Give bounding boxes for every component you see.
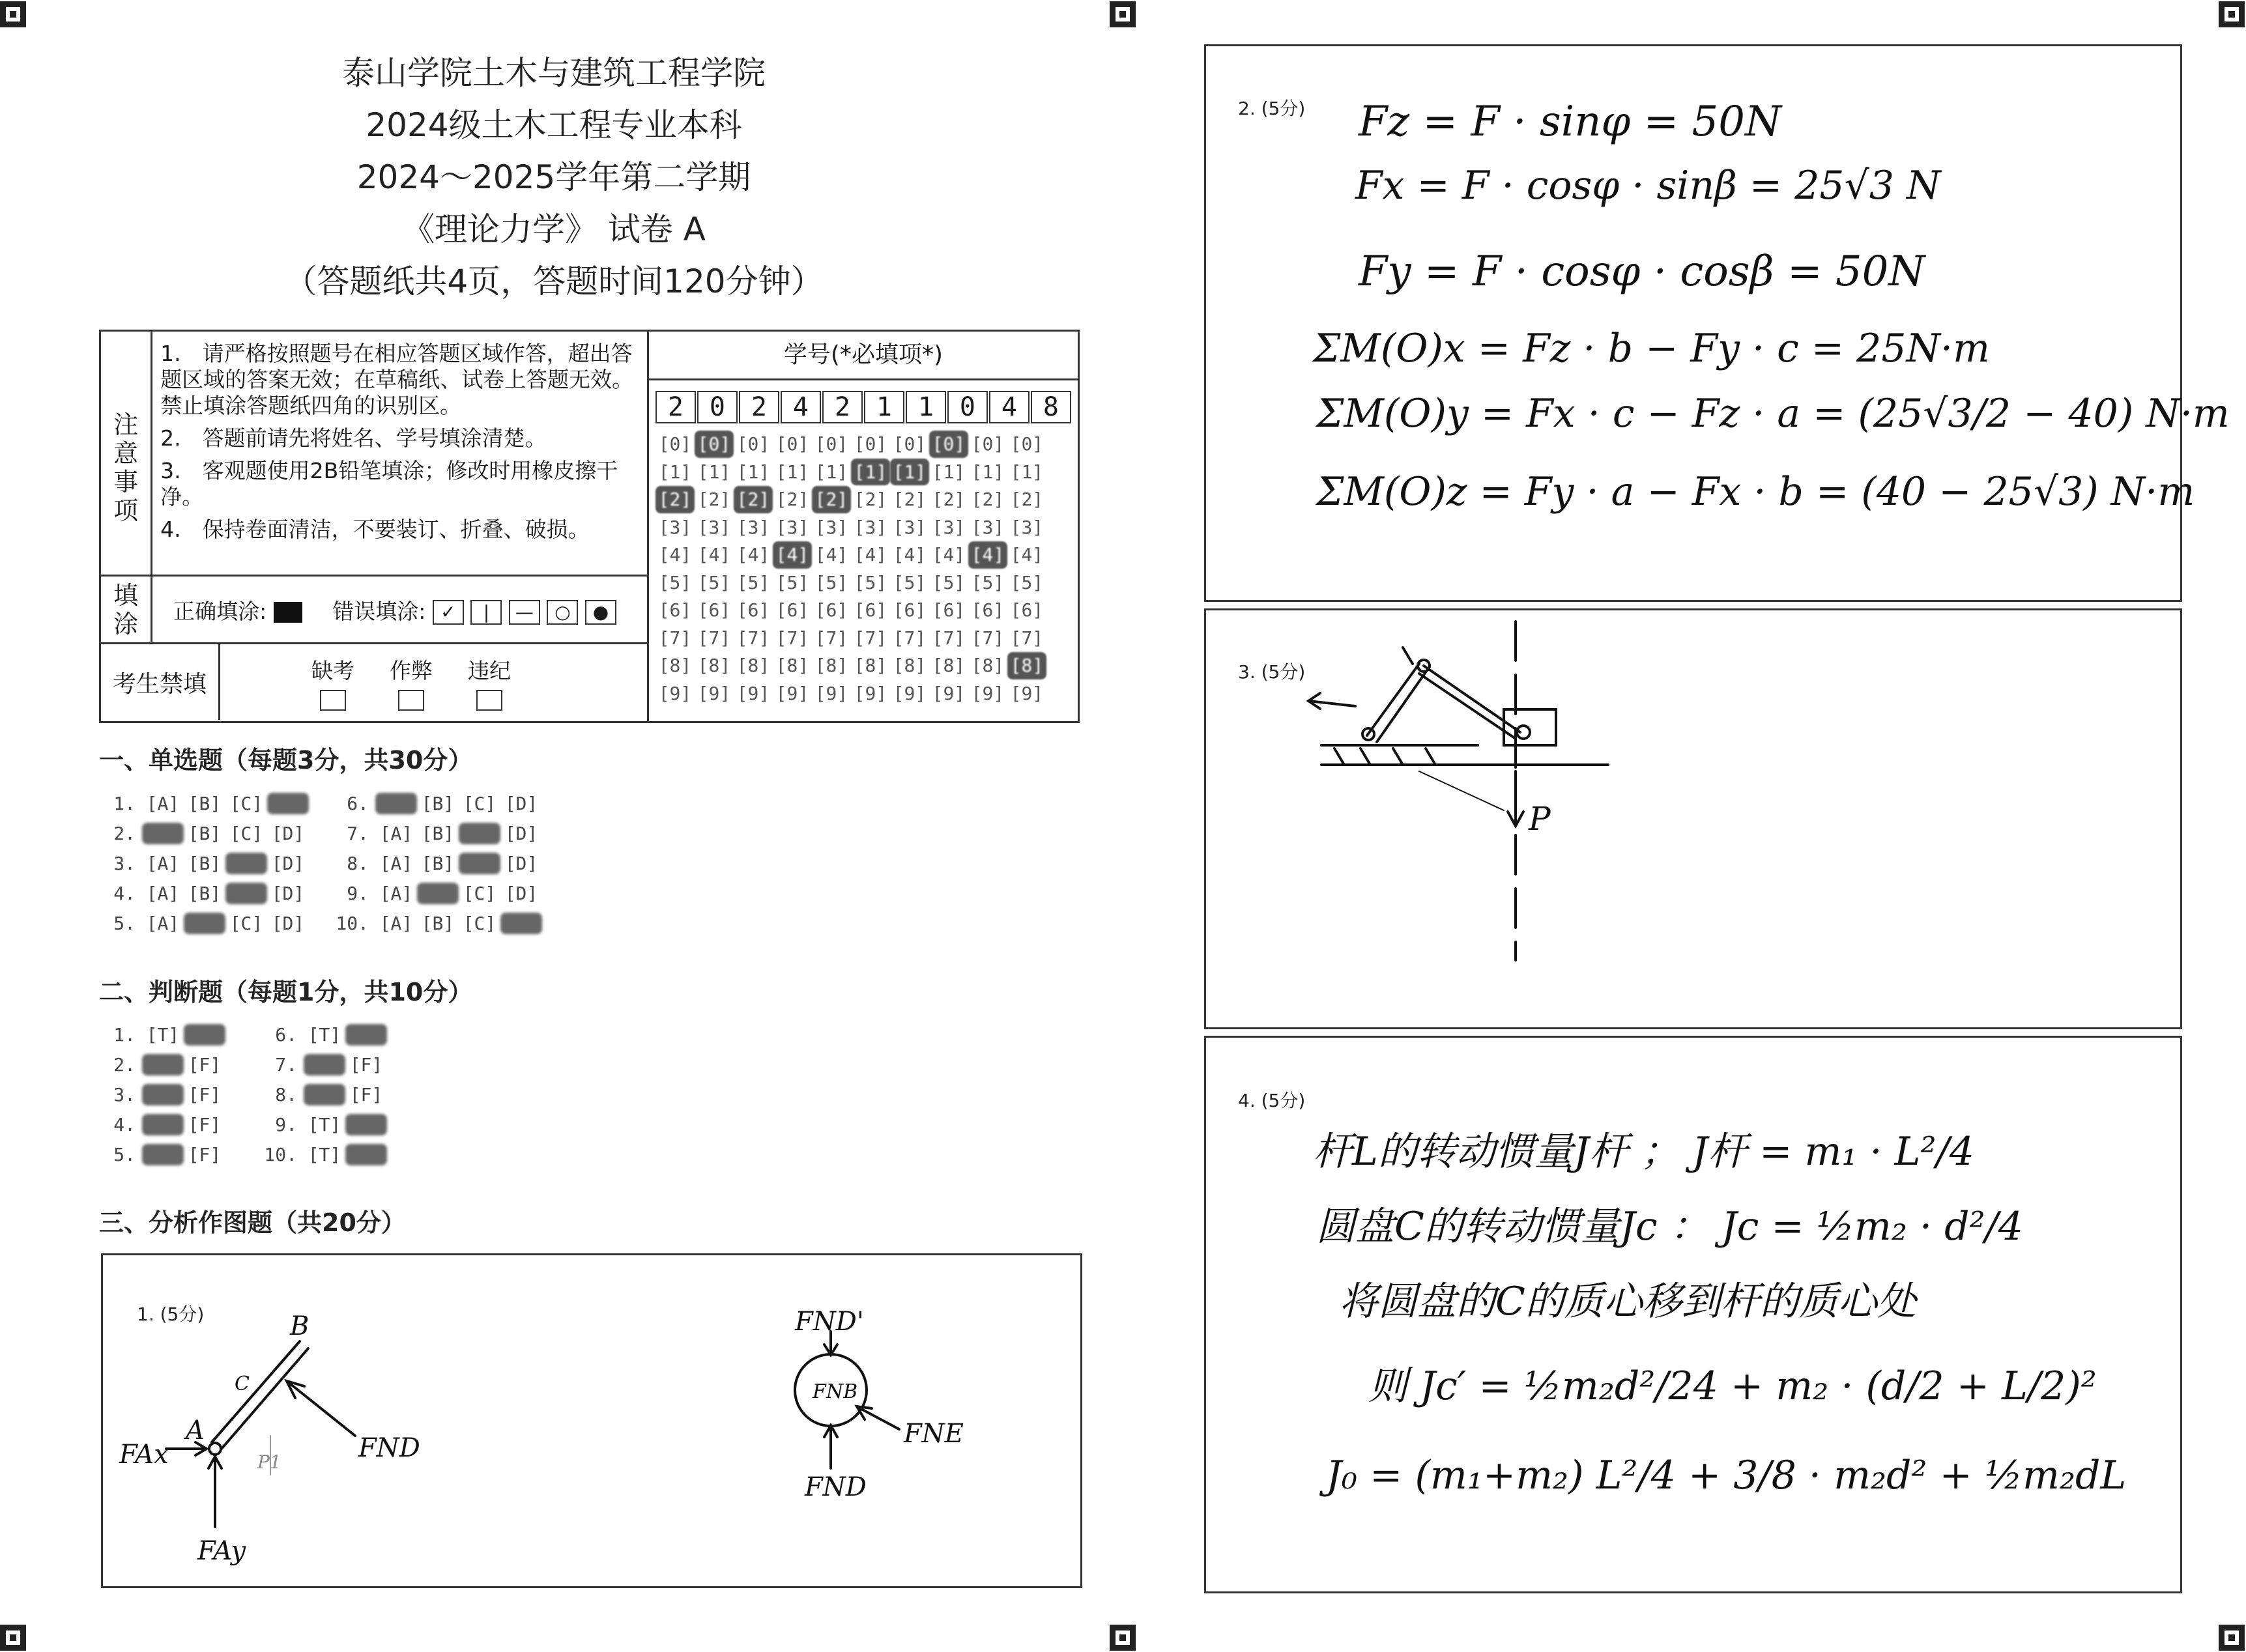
answer-bubble[interactable]: [D] <box>271 913 305 934</box>
id-bubble[interactable]: [1] <box>775 461 809 483</box>
answer-bubble[interactable]: [F] <box>188 1054 222 1075</box>
notice-item: 2. 答题前请先将姓名、学号填涂清楚。 <box>160 425 547 451</box>
answer-bubble[interactable]: [D] <box>504 883 538 904</box>
id-bubble[interactable]: [8] <box>736 655 770 676</box>
id-bubble[interactable]: [0] <box>1010 433 1044 455</box>
id-bubble[interactable]: [8] <box>932 655 966 676</box>
question-number: 2. <box>113 1054 136 1075</box>
id-bubble[interactable]: [5] <box>814 571 848 593</box>
notice-item: 1. 请严格按照题号在相应答题区域作答，超出答题区域的答案无效；在草稿纸、试卷上答题无效。禁止填涂答题纸四角的识别区。 <box>160 341 634 418</box>
answer-bubble[interactable]: [C] <box>225 853 267 874</box>
id-bubble[interactable]: [6] <box>893 599 927 621</box>
answer-bubble[interactable]: [T] <box>304 1084 345 1105</box>
question-number: 5. <box>113 1144 136 1165</box>
answer-bubble[interactable]: [F] <box>345 1114 387 1135</box>
question-row <box>99 913 309 934</box>
label-FNE: FNE <box>904 1419 964 1449</box>
id-bubble[interactable]: [5] <box>736 571 770 593</box>
question-row <box>99 1024 225 1046</box>
id-bubble[interactable]: [2] <box>1010 489 1044 510</box>
q3-mechanism-sketch <box>1204 608 2178 1025</box>
id-bubble[interactable]: [0] <box>854 433 887 455</box>
forbidden-checkbox[interactable] <box>320 690 346 711</box>
id-bubble[interactable]: [2] <box>697 489 731 510</box>
answer-bubble[interactable]: [D] <box>271 853 305 874</box>
student-id-bubble-grid <box>649 427 1078 707</box>
answer-bubble[interactable]: [B] <box>188 823 222 844</box>
circle-icon: ○ <box>547 600 578 625</box>
q4-line-5: J₀ = (m₁+m₂) L²/4 + 3/8 · m₂d² + ½m₂dL <box>1326 1453 2127 1498</box>
answer-bubble[interactable]: [B] <box>188 793 222 814</box>
forbidden-checkbox[interactable] <box>476 690 502 711</box>
student-id-digit[interactable]: 2 <box>655 391 696 423</box>
q2-line-3: Fy = F · cosφ · cosβ = 50N <box>1359 248 1925 296</box>
answer-bubble[interactable]: [D] <box>271 883 305 904</box>
answer-bubble[interactable]: [C] <box>229 793 263 814</box>
question-number: 8. <box>347 853 369 874</box>
answer-bubble[interactable]: [A] <box>379 883 413 904</box>
id-bubble[interactable]: [5] <box>658 571 692 593</box>
id-bubble[interactable]: [9] <box>893 682 927 704</box>
id-bubble[interactable]: [4] <box>968 541 1007 569</box>
id-bubble[interactable]: [3] <box>697 516 731 538</box>
forbidden-label: 考生禁填 <box>101 644 220 720</box>
id-bubble[interactable]: [3] <box>971 516 1005 538</box>
id-bubble[interactable]: [6] <box>775 599 809 621</box>
question-row <box>332 823 542 844</box>
question-number: 7. <box>347 823 369 844</box>
id-bubble[interactable]: [6] <box>854 599 887 621</box>
id-bubble[interactable]: [3] <box>932 516 966 538</box>
q4-line-4: 则 Jc′ = ½m₂d²/24 + m₂ · (d/2 + L/2)² <box>1368 1363 2097 1409</box>
label-B: B <box>290 1311 310 1341</box>
bubble-row <box>655 624 1078 652</box>
answer-bubble[interactable]: [B] <box>188 853 222 874</box>
id-bubble[interactable]: [4] <box>658 544 692 565</box>
answer-bubble[interactable]: [A] <box>146 853 180 874</box>
q4-line-3: 将圆盘的C的质心移到杆的质心处 <box>1339 1279 1916 1324</box>
id-bubble[interactable]: [9] <box>697 682 731 704</box>
answer-bubble[interactable]: [B] <box>421 793 455 814</box>
answer-bubble[interactable]: [T] <box>308 1144 341 1165</box>
id-bubble[interactable]: [6] <box>736 599 770 621</box>
answer-bubble[interactable]: [C] <box>225 883 267 904</box>
answer-bubble[interactable]: [F] <box>349 1054 383 1075</box>
question-row <box>261 1024 387 1046</box>
id-bubble[interactable]: [0] <box>814 433 848 455</box>
student-id-digit[interactable]: 2 <box>822 391 863 423</box>
question-number: 2. <box>113 823 136 844</box>
id-bubble[interactable]: [2] <box>971 489 1005 510</box>
question-row <box>332 883 542 904</box>
question-number: 5. <box>113 913 136 934</box>
id-bubble[interactable]: [1] <box>932 461 966 483</box>
answer-bubble[interactable]: [A] <box>142 823 184 844</box>
notice-item: 3. 客观题使用2B铅笔填涂；修改时用橡皮擦干净。 <box>160 458 618 509</box>
registration-mark-top-right <box>2219 1 2245 27</box>
answer-bubble[interactable]: [C] <box>459 823 500 844</box>
forbidden-option-violation: 违纪 <box>468 654 511 711</box>
answer-bubble[interactable]: [T] <box>142 1114 184 1135</box>
id-bubble[interactable]: [7] <box>697 627 731 649</box>
question-number: 7. <box>275 1054 297 1075</box>
student-id-digit[interactable]: 4 <box>989 391 1029 423</box>
question-number: 6. <box>275 1024 297 1046</box>
label-P1: P1 <box>257 1451 281 1473</box>
school-title: 泰山学院土木与建筑工程学院 <box>342 54 766 92</box>
exam-title: 《理论力学》 试卷 A <box>402 210 706 248</box>
student-id-digit[interactable]: 4 <box>781 391 821 423</box>
student-id-digit[interactable]: 2 <box>739 391 779 423</box>
question-row <box>261 1084 387 1105</box>
id-bubble[interactable]: [1] <box>814 461 848 483</box>
answer-bubble[interactable]: [D] <box>500 913 542 934</box>
answer-bubble[interactable]: [T] <box>308 1024 341 1046</box>
answer-bubble[interactable]: [D] <box>504 853 538 874</box>
q4-label: 4. (5分) <box>1238 1090 1306 1111</box>
id-bubble[interactable]: [3] <box>775 516 809 538</box>
term-title: 2024～2025学年第二学期 <box>356 158 751 196</box>
question-row <box>261 1054 387 1075</box>
id-bubble[interactable]: [1] <box>697 461 731 483</box>
correct-fill-label: 正确填涂: <box>173 598 267 624</box>
id-bubble[interactable]: [0] <box>695 431 734 458</box>
grade-title: 2024级土木工程专业本科 <box>366 106 742 144</box>
id-bubble[interactable]: [4] <box>814 544 848 565</box>
answer-bubble[interactable]: [C] <box>463 793 497 814</box>
id-bubble[interactable]: [0] <box>736 433 770 455</box>
answer-bubble[interactable]: [T] <box>142 1054 184 1075</box>
id-bubble[interactable]: [6] <box>697 599 731 621</box>
filled-circle-icon: ● <box>585 600 616 625</box>
question-row <box>332 853 542 874</box>
id-bubble[interactable]: [9] <box>932 682 966 704</box>
id-bubble[interactable]: [8] <box>697 655 731 676</box>
id-bubble[interactable]: [1] <box>658 461 692 483</box>
registration-mark-bottom-left <box>0 1625 26 1651</box>
id-bubble[interactable]: [9] <box>1010 682 1044 704</box>
q2-line-5: ΣM(O)y = Fx · c − Fz · a = (25√3/2 − 40) N·m <box>1316 391 2230 436</box>
id-bubble[interactable]: [4] <box>893 544 927 565</box>
bubble-row <box>655 430 1078 458</box>
question-number: 4. <box>113 883 136 904</box>
label-FND-prime: FND' <box>795 1307 864 1337</box>
notice-cell <box>152 331 648 576</box>
bubble-row <box>655 485 1078 513</box>
forbidden-option-absent: 缺考 <box>311 654 354 711</box>
id-bubble[interactable]: [6] <box>1010 599 1044 621</box>
question-number: 1. <box>113 1024 136 1046</box>
id-bubble[interactable]: [5] <box>854 571 887 593</box>
answer-bubble[interactable]: [D] <box>271 823 305 844</box>
answer-bubble[interactable]: [D] <box>504 823 538 844</box>
q1-free-body-diagram <box>101 1253 1078 1584</box>
id-bubble[interactable]: [5] <box>932 571 966 593</box>
answer-bubble[interactable]: [T] <box>304 1054 345 1075</box>
id-bubble[interactable]: [4] <box>932 544 966 565</box>
id-bubble[interactable]: [2] <box>932 489 966 510</box>
id-bubble[interactable]: [3] <box>854 516 887 538</box>
id-bubble[interactable]: [2] <box>734 486 773 513</box>
id-bubble[interactable]: [7] <box>971 627 1005 649</box>
id-bubble[interactable]: [5] <box>1010 571 1044 593</box>
info-table <box>99 330 1080 723</box>
notice-item: 4. 保持卷面清洁，不要装订、折叠、破损。 <box>160 517 590 542</box>
student-id-digit[interactable]: 1 <box>906 391 946 423</box>
answer-bubble[interactable]: [D] <box>267 793 309 814</box>
id-bubble[interactable]: [6] <box>814 599 848 621</box>
id-bubble[interactable]: [0] <box>893 433 927 455</box>
bubble-row <box>655 513 1078 541</box>
question-number: 9. <box>275 1114 297 1135</box>
id-bubble[interactable]: [5] <box>893 571 927 593</box>
q3-label: 3. (5分) <box>1238 661 1306 683</box>
registration-mark-top-middle <box>1110 1 1136 27</box>
answer-bubble[interactable]: [B] <box>421 823 455 844</box>
id-bubble[interactable]: [7] <box>1010 627 1044 649</box>
registration-mark-top-left <box>0 1 26 27</box>
id-bubble[interactable]: [0] <box>775 433 809 455</box>
q1-label: 1. (5分) <box>137 1303 205 1325</box>
id-bubble[interactable]: [6] <box>971 599 1005 621</box>
fill-example-cell <box>152 575 648 644</box>
answer-bubble[interactable]: [B] <box>421 853 455 874</box>
question-row <box>261 1114 387 1135</box>
notice-label: 注意事项 <box>113 410 139 525</box>
bubble-row <box>655 541 1078 569</box>
answer-bubble[interactable]: [F] <box>184 1024 225 1046</box>
answer-bubble[interactable]: [B] <box>417 883 459 904</box>
id-bubble[interactable]: [3] <box>1010 516 1044 538</box>
answer-bubble[interactable]: [F] <box>188 1144 222 1165</box>
id-bubble[interactable]: [7] <box>736 627 770 649</box>
id-bubble[interactable]: [2] <box>775 489 809 510</box>
forbidden-checkbox[interactable] <box>398 690 424 711</box>
id-bubble[interactable]: [8] <box>814 655 848 676</box>
forbidden-option-cheating: 作弊 <box>390 654 433 711</box>
id-bubble[interactable]: [8] <box>775 655 809 676</box>
bubble-row <box>655 651 1078 679</box>
question-row <box>99 1144 225 1165</box>
bubble-row <box>655 596 1078 624</box>
id-bubble[interactable]: [4] <box>1010 544 1044 565</box>
q2-line-6: ΣM(O)z = Fy · a − Fx · b = (40 − 25√3) N·m <box>1316 469 2195 515</box>
answer-bubble[interactable]: [T] <box>142 1084 184 1105</box>
question-row <box>332 793 542 814</box>
id-bubble[interactable]: [8] <box>893 655 927 676</box>
answer-bubble[interactable]: [C] <box>463 883 497 904</box>
student-id-digit[interactable]: 0 <box>947 391 988 423</box>
answer-bubble[interactable]: [F] <box>345 1144 387 1165</box>
label-C: C <box>235 1373 250 1395</box>
id-bubble[interactable]: [5] <box>697 571 731 593</box>
id-bubble[interactable]: [4] <box>697 544 731 565</box>
id-bubble[interactable]: [7] <box>814 627 848 649</box>
correct-fill-sample <box>274 602 302 623</box>
label-FND-bottom: FND <box>805 1472 867 1502</box>
forbidden-cell <box>100 644 648 722</box>
answer-bubble[interactable]: [A] <box>146 883 180 904</box>
id-bubble[interactable]: [1] <box>851 459 890 486</box>
answer-bubble[interactable]: [F] <box>188 1084 222 1105</box>
id-bubble[interactable]: [7] <box>775 627 809 649</box>
answer-bubble[interactable]: [T] <box>146 1024 180 1046</box>
answer-bubble[interactable]: [D] <box>504 793 538 814</box>
question-row <box>99 1114 225 1135</box>
id-bubble[interactable]: [7] <box>854 627 887 649</box>
answer-bubble[interactable]: [C] <box>229 823 263 844</box>
label-A: A <box>186 1416 205 1445</box>
answer-bubble[interactable]: [B] <box>421 913 455 934</box>
id-bubble[interactable]: [4] <box>854 544 887 565</box>
id-bubble[interactable]: [9] <box>658 682 692 704</box>
horizontal-line-icon: — <box>509 600 540 625</box>
id-bubble[interactable]: [8] <box>1007 652 1046 679</box>
true-false-title: 二、判断题（每题1分，共10分） <box>99 978 473 1006</box>
id-bubble[interactable]: [5] <box>971 571 1005 593</box>
q2-line-2: Fx = F · cosφ · sinβ = 25√3 N <box>1355 163 1941 208</box>
answer-bubble[interactable]: [A] <box>379 913 413 934</box>
exam-note: （答题纸共4页，答题时间120分钟） <box>284 263 824 300</box>
id-bubble[interactable]: [2] <box>655 486 695 513</box>
answer-bubble[interactable]: [F] <box>349 1084 383 1105</box>
answer-bubble[interactable]: [A] <box>375 793 417 814</box>
question-number: 3. <box>113 853 136 874</box>
fill-label-cell <box>100 575 152 644</box>
id-bubble[interactable]: [7] <box>893 627 927 649</box>
bubble-row <box>655 679 1078 707</box>
question-row <box>332 913 542 934</box>
question-number: 3. <box>113 1084 136 1105</box>
notice-label-cell <box>100 331 152 576</box>
id-bubble[interactable]: [0] <box>929 431 968 458</box>
answer-bubble[interactable]: [F] <box>345 1024 387 1046</box>
fill-label: 填涂 <box>113 580 139 638</box>
q2-line-1: Fz = F · sinφ = 50N <box>1359 98 1781 146</box>
id-bubble[interactable]: [1] <box>1010 461 1044 483</box>
answer-bubble[interactable]: [A] <box>146 913 180 934</box>
question-row <box>99 1054 225 1075</box>
q2-line-4: ΣM(O)x = Fz · b − Fy · c = 25N·m <box>1313 326 1990 371</box>
id-bubble[interactable]: [9] <box>971 682 1005 704</box>
bubble-row <box>655 458 1078 486</box>
answer-bubble[interactable]: [F] <box>188 1114 222 1135</box>
answer-bubble[interactable]: [C] <box>463 913 497 934</box>
id-bubble[interactable]: [3] <box>814 516 848 538</box>
id-bubble[interactable]: [3] <box>658 516 692 538</box>
question-row <box>99 883 309 904</box>
question-row <box>99 1084 225 1105</box>
question-row <box>99 823 309 844</box>
id-bubble[interactable]: [0] <box>658 433 692 455</box>
student-id-digits <box>649 380 1078 427</box>
check-mark-icon: ✓ <box>433 600 464 625</box>
answer-bubble[interactable]: [T] <box>142 1144 184 1165</box>
id-bubble[interactable]: [9] <box>814 682 848 704</box>
question-number: 10. <box>264 1144 297 1165</box>
q4-line-2: 圆盘C的转动惯量Jc ： Jc = ½m₂ · d²/4 <box>1316 1204 2023 1249</box>
id-bubble[interactable]: [9] <box>775 682 809 704</box>
id-bubble[interactable]: [7] <box>658 627 692 649</box>
student-id-digit[interactable]: 0 <box>697 391 738 423</box>
bubble-row <box>655 569 1078 597</box>
question-number: 10. <box>336 913 369 934</box>
id-bubble[interactable]: [4] <box>773 541 812 569</box>
id-bubble[interactable]: [3] <box>893 516 927 538</box>
label-FNB: FNB <box>813 1380 858 1403</box>
id-bubble[interactable]: [6] <box>658 599 692 621</box>
id-bubble[interactable]: [8] <box>971 655 1005 676</box>
id-bubble[interactable]: [7] <box>932 627 966 649</box>
wrong-fill-label: 错误填涂: <box>332 598 426 624</box>
q2-label: 2. (5分) <box>1238 98 1306 119</box>
id-bubble[interactable]: [5] <box>775 571 809 593</box>
student-id-label: 学号(*必填项*) <box>649 332 1078 380</box>
answer-bubble[interactable]: [A] <box>379 853 413 874</box>
answer-bubble[interactable]: [C] <box>229 913 263 934</box>
question-number: 6. <box>347 793 369 814</box>
id-bubble[interactable]: [9] <box>736 682 770 704</box>
question-row <box>99 793 309 814</box>
label-FND: FND <box>358 1433 420 1463</box>
analysis-title: 三、分析作图题（共20分） <box>99 1208 406 1237</box>
answer-bubble[interactable]: [T] <box>308 1114 341 1135</box>
id-bubble[interactable]: [2] <box>854 489 887 510</box>
registration-mark-bottom-middle <box>1110 1625 1136 1651</box>
id-bubble[interactable]: [3] <box>736 516 770 538</box>
id-bubble[interactable]: [0] <box>971 433 1005 455</box>
label-FAy: FAy <box>197 1536 246 1566</box>
answer-bubble[interactable]: [C] <box>459 853 500 874</box>
id-bubble[interactable]: [1] <box>971 461 1005 483</box>
id-bubble[interactable]: [1] <box>890 459 929 486</box>
id-bubble[interactable]: [9] <box>854 682 887 704</box>
question-number: 9. <box>347 883 369 904</box>
answer-bubble[interactable]: [A] <box>379 823 413 844</box>
vertical-line-icon: | <box>470 600 502 625</box>
label-FAx: FAx <box>119 1440 169 1470</box>
id-bubble[interactable]: [4] <box>736 544 770 565</box>
id-bubble[interactable]: [8] <box>854 655 887 676</box>
question-number: 8. <box>275 1084 297 1105</box>
id-bubble[interactable]: [8] <box>658 655 692 676</box>
student-id-digit[interactable]: 1 <box>864 391 904 423</box>
answer-bubble[interactable]: [B] <box>184 913 225 934</box>
label-P: P <box>1529 800 1551 838</box>
id-bubble[interactable]: [2] <box>812 486 851 513</box>
registration-mark-bottom-right <box>2219 1625 2245 1651</box>
single-choice-title: 一、单选题（每题3分，共30分） <box>99 746 473 775</box>
answer-bubble[interactable]: [B] <box>188 883 222 904</box>
id-bubble[interactable]: [2] <box>893 489 927 510</box>
question-row <box>99 853 309 874</box>
q4-line-1: 杆L的转动惯量J杆 ； J杆 = m₁ · L²/4 <box>1313 1129 1974 1175</box>
student-id-digit[interactable]: 8 <box>1031 391 1071 423</box>
question-number: 1. <box>113 793 136 814</box>
question-row <box>261 1144 387 1165</box>
question-number: 4. <box>113 1114 136 1135</box>
student-id-cell <box>648 331 1078 722</box>
id-bubble[interactable]: [6] <box>932 599 966 621</box>
id-bubble[interactable]: [1] <box>736 461 770 483</box>
answer-bubble[interactable]: [A] <box>146 793 180 814</box>
